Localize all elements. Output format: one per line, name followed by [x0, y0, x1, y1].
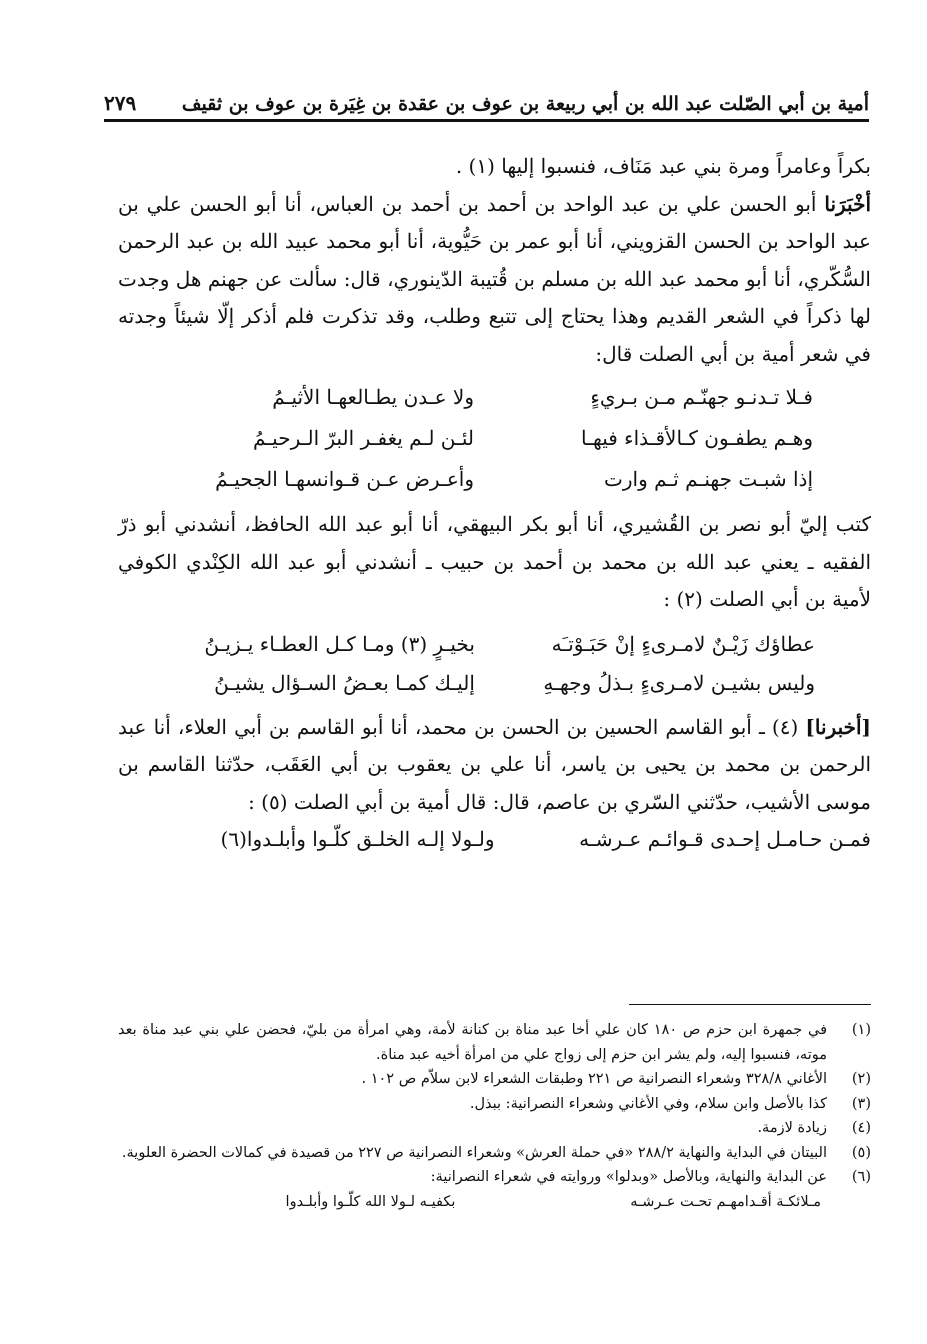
footnote-number: (٣): [851, 1095, 871, 1112]
verse-line: [118, 625, 871, 664]
verse-line: [118, 664, 871, 703]
footnote-text: في جمهرة ابن حزم ص ١٨٠ كان علي أخا عبد مناة بن كنانة لأمة، وهي امرأة من بليّ، فحضن علي بني عبد مناة بعد موته، فنسبوا إليه، ولم يشر ابن حزم إلى زواج علي من امرأة أخيه عبد مناة.: [118, 1022, 828, 1063]
poem-1: [118, 377, 871, 500]
footnote: [118, 1165, 871, 1190]
footnote: [118, 1141, 871, 1166]
footnote-text: عن البداية والنهاية، وبالأصل «وبدلوا» وروايته في شعراء النصرانية:: [430, 1169, 827, 1185]
page-header: [104, 82, 869, 122]
paragraph-2-text: أبو الحسن علي بن عبد الواحد بن أحمد بن أحمد بن العباس، أنا أبو الحسن علي بن عبد الواحد بن الحسن القزويني، أنا أبو عمر بن حَيُّوية، أنا أبو محمد عبيد الله بن عبد الرحمن السُّكّري، أنا أبو محمد عبد الله بن مسلم بن قُتيبة الدّينوري، قال: سألت عن جهنم هل وجدت لها ذكراً في الشعر القديم وهذا يحتاج إلى تتبع وطلب، وقد تذكرت فلم أذكر إلّا شيئاً وجدته في شعر أمية بن أبي الصلت قال:: [118, 191, 871, 366]
footnote-number: (٥): [851, 1144, 871, 1161]
verse-second-hemistich: بخيـرٍ (٣) ومـا كـل العطـاء يـزيـنُ: [204, 631, 475, 656]
paragraph-2-lead: أخْبَرَنا: [824, 191, 871, 216]
paragraph-1: بكراً وعامراً ومرة بني عبد مَنَاف، فنسبوا إليها (١) .: [455, 154, 871, 178]
paragraph-3: كتب إليّ أبو نصر بن القُشيري، أنا أبو بكر البيهقي، أنا أبو عبد الله الحافظ، أنشدني أبو ذرّ الفقيه ـ يعني عبد الله بن محمد بن أحمد بن حبيب ـ أنشدني أبو عبد الله الكِنْدي الكوفي لأمية بن أبي الصلت (٢) :: [118, 512, 872, 611]
footnote: [118, 1067, 871, 1092]
verse-first-hemistich: وهـم يطفـون كـالأقـذاء فيهـا: [581, 426, 813, 450]
footnote: [118, 1092, 871, 1117]
footnotes: [118, 1018, 871, 1214]
verse-line: [118, 377, 871, 418]
main-text: [118, 148, 871, 858]
paragraph-2: [118, 186, 871, 374]
verse-first-hemistich: عطاؤك زَيْـنٌ لامـرىءٍ إنْ حَبَـوْتـَه: [551, 631, 815, 656]
footnote-text: البيتان في البداية والنهاية ٢٨٨/٢ «في حملة العرش» وشعراء النصرانية ص ٢٢٧ من قصيدة في كمالات الحضرة العلوية.: [121, 1144, 827, 1161]
footnote-number: (٤): [851, 1120, 871, 1136]
footnote-text: زيادة لازمة.: [757, 1120, 827, 1136]
verse-line: [118, 418, 871, 459]
footnote-number: (٢): [851, 1071, 871, 1087]
verse-first-hemistich: فـلا تـدنـو جهنّـم مـن بـريءٍ: [590, 385, 813, 409]
footnote-number: (١): [851, 1022, 871, 1038]
footnote-text: كذا بالأصل وابن سلام، وفي الأغاني وشعراء النصرانية: ببذل.: [469, 1095, 827, 1112]
paragraph-4: [118, 709, 871, 822]
verse-second-hemistich: لئـن لـم يغفـر البرّ الـرحيـمُ: [253, 426, 474, 450]
verse-second-hemistich: إليـك كمـا بعـضُ السـؤال يشيـنُ: [214, 670, 475, 695]
verse-first-hemistich: وليس بشيـن لامـرىءٍ بـذلُ وجهـهِ: [543, 670, 815, 695]
page-number: ٢٧٩: [104, 91, 137, 115]
paragraph-4-lead: [أخبرنا]: [805, 714, 871, 739]
footnote: [118, 1018, 871, 1067]
footnote-separator: [629, 1004, 871, 1005]
verse-second-hemistich: ولـولا إلـه الخلـق كلّـوا وأبلـدوا(٦): [220, 827, 495, 851]
verse-first-hemistich: فمـن حـامـل إحـدى قـوائـم عـرشـه: [579, 827, 871, 851]
verse-line: [118, 459, 871, 500]
poem-3-verse: [118, 821, 871, 858]
running-title: أمية بن أبي الصّلت عبد الله بن أبي ربيعة بن عوف بن عقدة بن غِيَرة بن عوف بن ثقيف: [181, 93, 869, 115]
footnote: [118, 1116, 871, 1141]
paragraph-4-text: (٤) ـ أبو القاسم الحسين بن الحسن بن محمد، أنا أبو القاسم بن أبي العلاء، أنا عبد الرحمن بن محمد بن يحيى بن ياسر، أنا علي بن يعقوب بن أبي العَقَب، حدّثنا القاسم بن موسى الأشيب، حدّثني السّري بن عاصم، قال: قال أمية بن أبي الصلت (٥) :: [118, 714, 871, 814]
verse-second-hemistich: وأعـرض عـن قـوانسهـا الجحيـمُ: [215, 467, 474, 491]
footnote-verse: [118, 1190, 871, 1215]
verse-first-hemistich: إذا شبـت جهنـم ثـم وارت: [604, 467, 813, 491]
verse-second-hemistich: بكفيـه لـولا الله كلّـوا وأبلـدوا: [285, 1193, 456, 1210]
poem-2: [118, 625, 871, 703]
footnote-text: الأغاني ٣٢٨/٨ وشعراء النصرانية ص ٢٢١ وطبقات الشعراء لابن سلاّم ص ١٠٢ .: [361, 1071, 827, 1087]
footnote-number: (٦): [851, 1169, 871, 1185]
verse-first-hemistich: مـلائكـة أقـدامهـم تحـت عـرشـه: [630, 1193, 821, 1210]
verse-second-hemistich: ولا عـدن يطـالعهـا الأثيـمُ: [272, 385, 474, 409]
